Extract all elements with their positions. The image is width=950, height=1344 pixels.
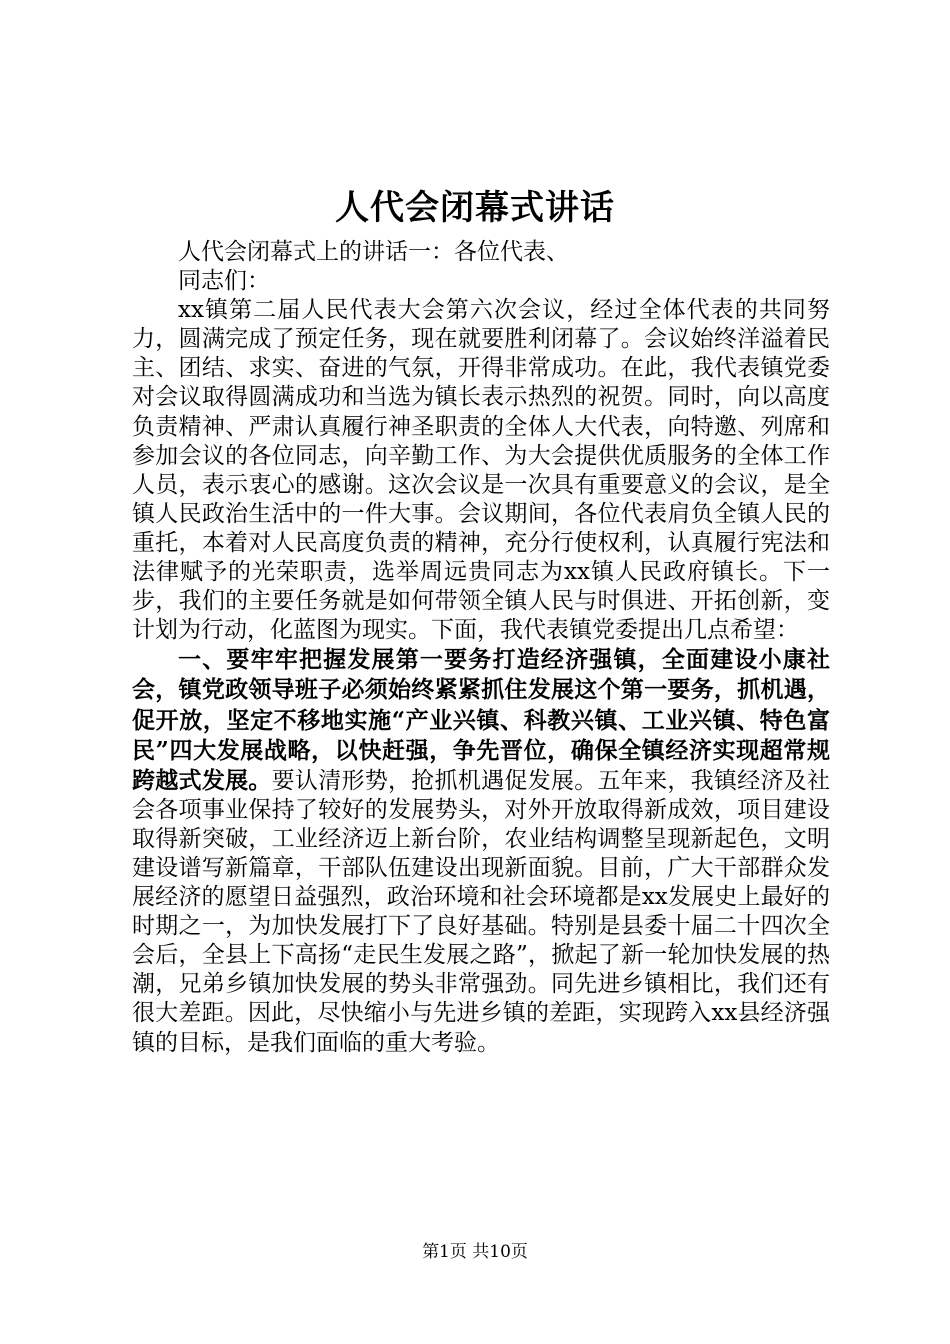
opening-line: 人代会闭幕式上的讲话一：各位代表、	[178, 239, 569, 265]
paragraph-2-text: 要认清形势，抢抓机遇促发展。五年来，我镇经济及社会各项事业保持了较好的发展势头，对外开放取得新成效，项目建设取得新突破，工业经济迈上新台阶，农业结构调整呈现新起色，文明建设谱写新篇章，干部队伍建设出现新面貌。目前，广大干部群众发展经济的愿望日益强烈，政治环境和社会环境都是xx发展史上最好的时期之一，为加快发展打下了良好基础。特别是县委十届二十四次全会后，全县上下高扬“走民生发展之路”，掀起了新一轮加快发展的热潮，兄弟乡镇加快发展的势头非常强劲。同先进乡镇相比，我们还有很大差距。因此，尽快缩小与先进乡镇的差距，实现跨入xx县经济强镇的目标，是我们面临的重大考验。	[132, 767, 831, 1056]
page-number: 第1页 共10页	[422, 1242, 528, 1262]
document-title: 人代会闭幕式讲话	[335, 188, 615, 228]
paragraph-2	[132, 645, 830, 1057]
document-body	[132, 238, 830, 1058]
salutation: 同志们：	[178, 268, 270, 295]
paragraph-2-heading: 一、要牢牢把握发展第一要务打造经济强镇，全面建设小康社会，镇党政领导班子必须始终紧紧抓住发展这个第一要务，抓机遇，促开放，坚定不移地实施“产业兴镇、科教兴镇、工业兴镇、特色富民”四大发展战略，以快赶强，争先晋位，确保全镇经济实现超常规跨越式发展。	[132, 646, 830, 794]
paragraph-1: xx镇第二届人民代表大会第六次会议，经过全体代表的共同努力，圆满完成了预定任务，现在就要胜利闭幕了。会议始终洋溢着民主、团结、求实、奋进的气氛，开得非常成功。在此，我代表镇党委对会议取得圆满成功和当选为镇长表示热烈的祝贺。同时，向以高度负责精神、严肃认真履行神圣职责的全体人大代表，向特邀、列席和参加会议的各位同志，向辛勤工作、为大会提供优质服务的全体工作人员，表示衷心的感谢。这次会议是一次具有重要意义的会议，是全镇人民政治生活中的一件大事。会议期间，各位代表肩负全镇人民的重托，本着对人民高度负责的精神，充分行使权利，认真履行宪法和法律赋予的光荣职责，选举周远贵同志为xx镇人民政府镇长。下一步，我们的主要任务就是如何带领全镇人民与时俱进、开拓创新，变计划为行动，化蓝图为现实。下面，我代表镇党委提出几点希望：	[132, 297, 830, 644]
